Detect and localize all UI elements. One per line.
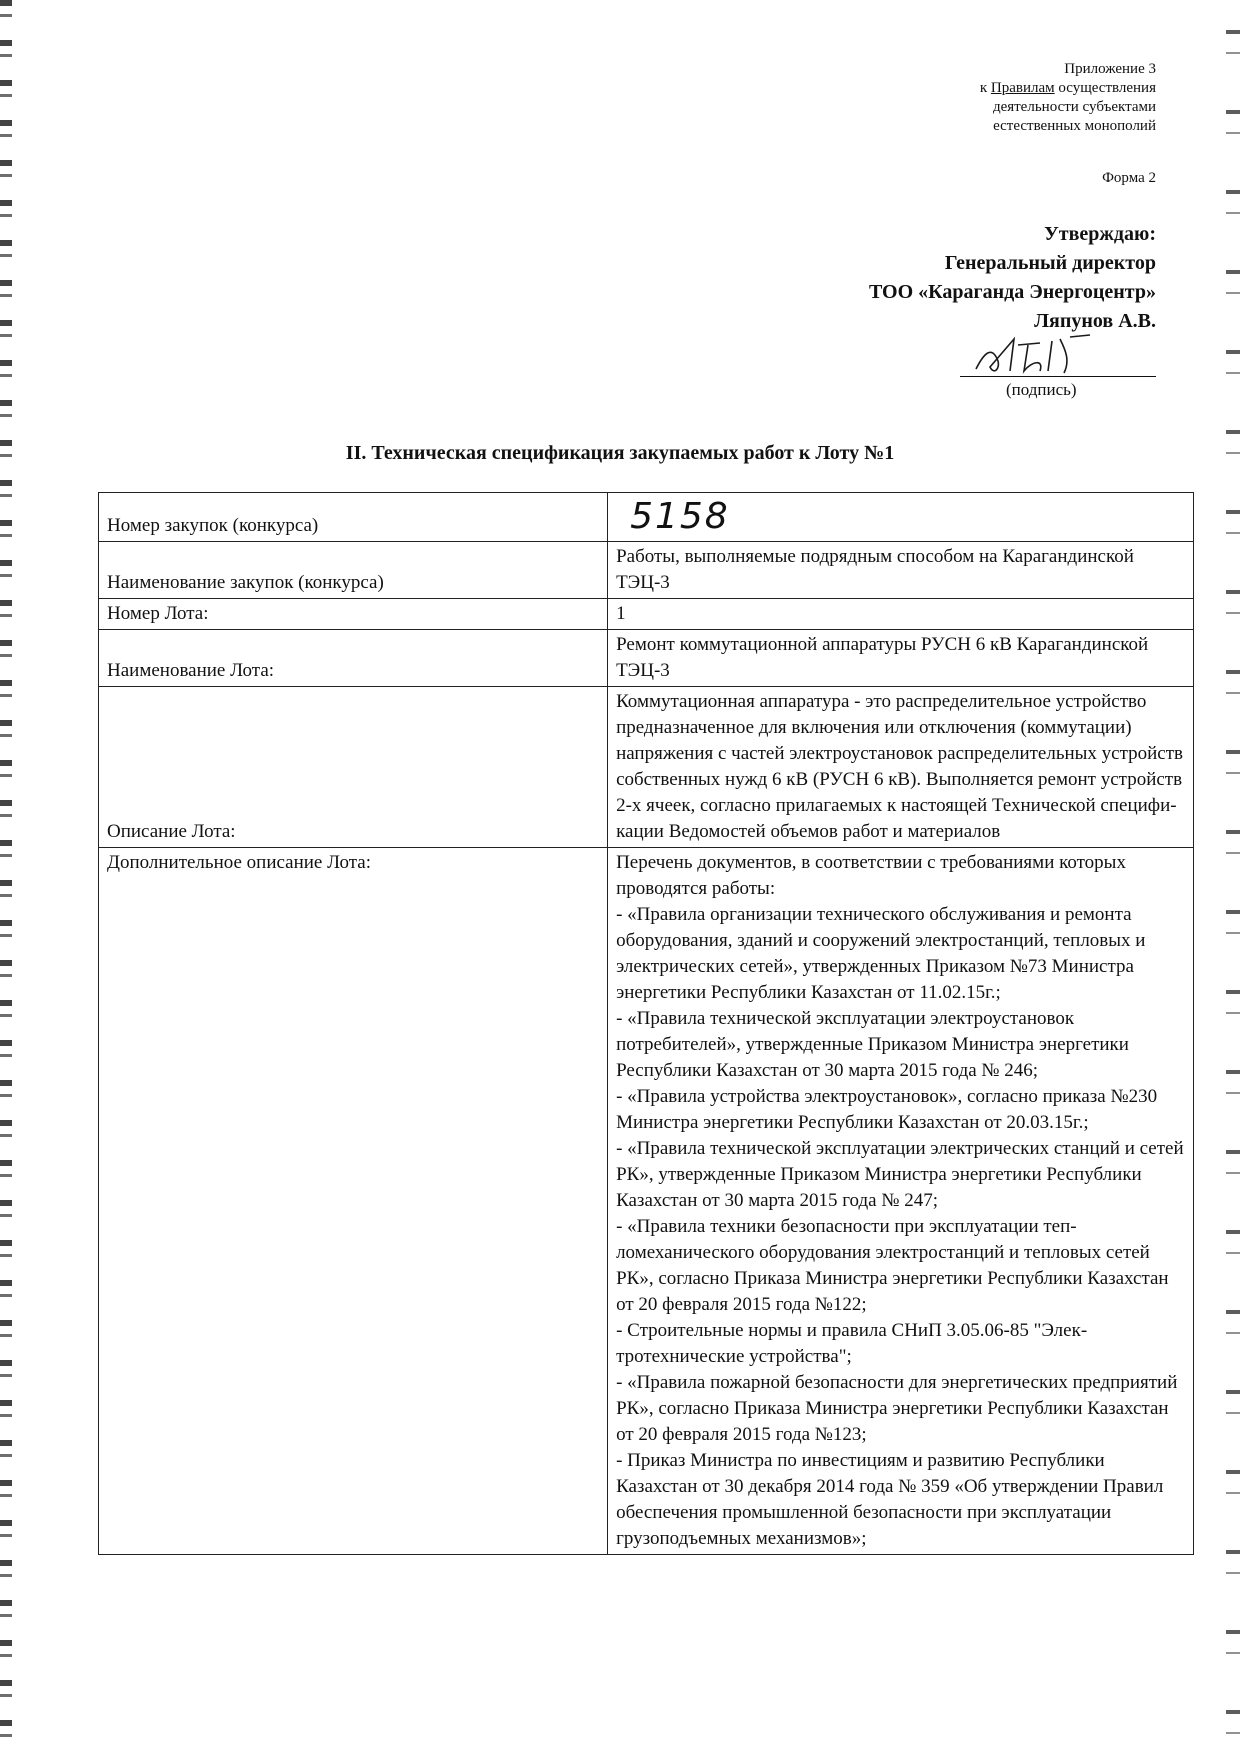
approval-block [736, 220, 1156, 336]
row-value [608, 848, 1194, 1555]
list-item: - «Правила технической эксплуатации электроустановок потребителей», утвержденные Приказом Министра энергетики Республики Казахстан от 30 марта 2015 года № 246; [616, 1008, 1129, 1081]
row-label: Дополнительное описание Лота: [99, 848, 608, 1555]
row-value: Ремонт коммутационной аппаратуры РУСН 6 кВ Карагандинской ТЭЦ-3 [608, 630, 1194, 687]
list-item: - «Правила организации технического обслуживания и ремонта оборудования, зданий и сооружений электростанций, тепловых и электрических сетей», утвержденных Приказом №73 Министра энергетики Республики Казахстан от 11.02.15г.; [616, 904, 1146, 1003]
approver-name: Ляпунов А.В. [1034, 310, 1156, 332]
annex-line-3: деятельности субъектами [992, 99, 1156, 115]
annex-prefix: к [979, 80, 988, 96]
row-value: Работы, выполняемые подрядным способом на Карагандинской ТЭЦ-3 [608, 542, 1194, 599]
scan-edge-left [0, 0, 12, 1754]
list-item: - «Правила техники безопасности при эксплуатации тепломеханического оборудования электростанций и тепловых сетей РК», согласно Приказа Министра энергетики Республики Казахстан от 20 февраля 2015 года №122; [616, 1216, 1169, 1315]
table-row [99, 599, 1194, 630]
annex-rules-line [836, 79, 1156, 98]
row-value: 1 [608, 599, 1194, 630]
approver-company: ТОО «Караганда Энергоцентр» [868, 281, 1156, 303]
list-item: - «Правила пожарной безопасности для энергетических предприятий РК», согласно Приказа Министра энергетики Республики Казахстан от 20 февраля 2015 года №123; [616, 1372, 1178, 1445]
row-label: Наименование Лота: [99, 630, 608, 687]
list-item: - «Правила устройства электроустановок», согласно приказа №230 Министра энергетики Республики Казахстан от 20.03.15г.; [616, 1086, 1158, 1133]
annex-title: Приложение 3 [1064, 61, 1156, 77]
scan-edge-right [1226, 0, 1240, 1754]
row-label: Описание Лота: [99, 687, 608, 848]
row-label: Номер закупок (конкурса) [99, 493, 608, 542]
list-item: - Строительные нормы и правила СНиП 3.05.06-85 "Электротехнические устройства"; [616, 1320, 1088, 1367]
table-row [99, 630, 1194, 687]
form-number: Форма 2 [1102, 170, 1156, 186]
table-row [99, 542, 1194, 599]
approve-label: Утверждаю: [1044, 223, 1156, 245]
specification-table [98, 492, 1194, 1555]
procurement-number: 5158 [630, 496, 730, 537]
row-label: Номер Лота: [99, 599, 608, 630]
annex-line-2: осуществления [1058, 80, 1156, 96]
rules-link[interactable]: Правилам [990, 80, 1055, 96]
documents-list [616, 902, 1185, 1552]
row-value: Коммутационная аппаратура - это распределительное устройство предназначенное для включения или отключения (коммутации) напряжения с частей электроустановок распределительных устройств собственных нужд 6 кВ (РУСН 6 кВ). Выполняется ремонт устройств 2-х ячеек, согласно прилагаемых к настоящей Технической спецификации Ведомостей объемов работ и материалов [608, 687, 1194, 848]
table-row [99, 687, 1194, 848]
table-row [99, 848, 1194, 1555]
row-label: Наименование закупок (конкурса) [99, 542, 608, 599]
annex-line-4: естественных монополий [993, 118, 1156, 134]
handwritten-signature [970, 331, 1100, 381]
document-heading: II. Техническая спецификация закупаемых работ к Лоту №1 [345, 442, 895, 464]
row-value [608, 493, 1194, 542]
approver-position: Генеральный директор [944, 252, 1156, 274]
annex-reference [836, 60, 1156, 136]
signature-line [960, 376, 1156, 377]
list-item: - Приказ Министра по инвестициям и развитию Республики Казахстан от 30 декабря 2014 года № 359 «Об утверждении Правил обеспечения промышленной безопасности при эксплуатации грузоподъемных механизмов»; [616, 1450, 1164, 1549]
signature-caption: (подпись) [1006, 380, 1077, 399]
signature-area [960, 335, 1156, 399]
documents-intro: Перечень документов, в соответствии с требованиями которых проводятся работы: [616, 852, 1126, 899]
list-item: - «Правила технической эксплуатации электрических станций и сетей РК», утвержденные Приказом Министра энергетики Республики Казахстан от 30 марта 2015 года № 247; [616, 1138, 1184, 1211]
table-row [99, 493, 1194, 542]
